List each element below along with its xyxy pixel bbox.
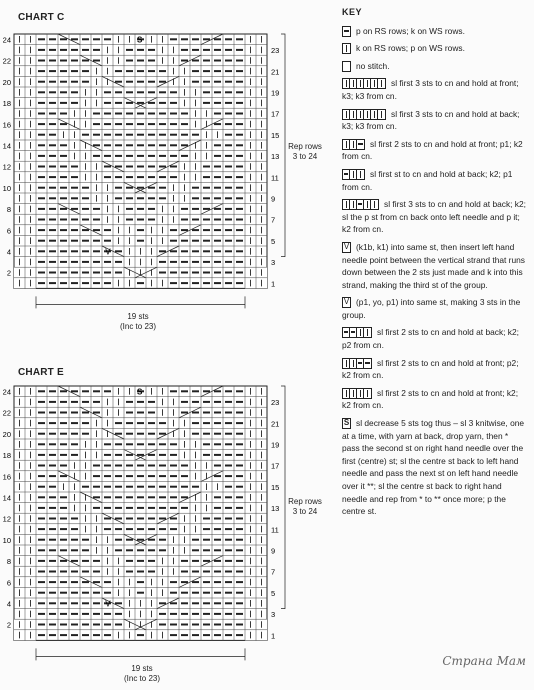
row-number-left: 22 <box>2 408 11 418</box>
row-number-left: 18 <box>2 451 11 461</box>
key-item-text: sl decrease 5 sts tog thus – sl 3 knitwise, one at a time, with yarn at back, drop yarn, then * pass the second st on right hand needle over the first (centre) st; sl the centre st back to left hand needle and pass the next st on left hand needle over it **; sl the centre st back to right hand needle and rep from * to ** once more; p the centre st. <box>342 418 525 517</box>
row-number-right: 7 <box>271 215 276 225</box>
row-number-right: 9 <box>271 546 276 556</box>
row-number-right: 1 <box>271 279 276 289</box>
stitch-symbol-icon <box>342 61 351 72</box>
stitch-symbol-icon <box>342 26 351 37</box>
rep-note-line: Rep rows <box>288 497 322 506</box>
row-number-left: 24 <box>2 35 11 45</box>
row-number-right: 13 <box>271 152 280 162</box>
stitch-symbol-icon <box>342 358 372 369</box>
sts-note-line: 19 sts <box>127 312 149 321</box>
stitch-symbol-icon <box>342 199 379 210</box>
row-number-left: 6 <box>6 578 11 588</box>
increase-symbol-icon: V <box>105 247 111 257</box>
row-number-left: 24 <box>2 387 11 397</box>
row-number-right: 5 <box>271 236 276 246</box>
row-number-left: 10 <box>2 183 11 193</box>
row-number-left: 4 <box>6 247 11 257</box>
row-number-left: 14 <box>2 493 11 503</box>
sl-decrease-symbol-icon: S <box>137 35 143 45</box>
key-item-text: no stitch. <box>356 60 390 71</box>
row-number-left: 20 <box>2 77 11 87</box>
key-item <box>342 138 528 163</box>
row-number-left: 14 <box>2 141 11 151</box>
key-item <box>342 326 528 351</box>
key-item-text: sl first st to cn and hold at back; k2; p1 from cn. <box>342 168 513 192</box>
watermark: Страна Мам <box>442 654 526 668</box>
stitch-symbol-icon <box>342 242 351 253</box>
key-item <box>342 168 528 193</box>
row-number-right: 21 <box>271 419 280 429</box>
stitch-symbol-icon <box>342 388 372 399</box>
row-number-left: 2 <box>6 268 11 278</box>
stitch-symbol-icon <box>342 109 386 120</box>
chart-c-sts-note <box>108 312 168 332</box>
row-number-left: 8 <box>6 205 11 215</box>
row-number-right: 21 <box>271 67 280 77</box>
chart-e-rep-note <box>286 497 324 517</box>
key-item <box>342 108 528 133</box>
chart-e-title: CHART E <box>18 367 64 378</box>
row-number-left: 2 <box>6 620 11 630</box>
key-item-text: p on RS rows; k on WS rows. <box>356 25 465 36</box>
key-items <box>342 25 528 518</box>
row-number-right: 15 <box>271 482 280 492</box>
chart-e-grid <box>0 380 320 690</box>
key-item <box>342 60 528 73</box>
row-number-right: 11 <box>271 173 279 183</box>
chart-c-grid <box>0 28 320 338</box>
row-number-right: 23 <box>271 46 280 56</box>
row-number-right: 17 <box>271 461 280 471</box>
key-item <box>342 357 528 382</box>
stitch-symbol-icon <box>342 139 365 150</box>
row-number-right: 23 <box>271 398 280 408</box>
stitch-symbol-icon <box>342 43 351 54</box>
row-number-right: 15 <box>271 130 280 140</box>
row-number-right: 19 <box>271 88 280 98</box>
row-number-left: 12 <box>2 162 11 172</box>
row-number-right: 3 <box>271 258 276 268</box>
key-title: KEY <box>342 7 363 17</box>
stitch-symbol-icon <box>342 327 372 338</box>
stitch-symbol-icon <box>342 169 365 180</box>
row-number-right: 19 <box>271 440 280 450</box>
row-number-right: 11 <box>271 525 279 535</box>
key-item <box>342 25 528 38</box>
rep-note-line: 3 to 24 <box>292 152 318 161</box>
row-number-left: 10 <box>2 535 11 545</box>
row-number-left: 18 <box>2 99 11 109</box>
key-item <box>342 417 528 518</box>
key-item-text: sl first 2 sts to cn and hold at front; p1; k2 from cn. <box>342 138 523 162</box>
row-number-left: 4 <box>6 599 11 609</box>
key-item-text: sl first 2 sts to cn and hold at back; k2; p2 from cn. <box>342 327 519 351</box>
row-number-right: 17 <box>271 109 280 119</box>
row-number-left: 12 <box>2 514 11 524</box>
key-item <box>342 198 528 236</box>
key-item-text: k on RS rows; p on WS rows. <box>356 43 465 54</box>
key-item <box>342 77 528 102</box>
increase-symbol-icon: V <box>105 599 111 609</box>
key-item-text: sl first 2 sts to cn and hold at front; p2; k2 from cn. <box>342 357 519 381</box>
row-number-right: 9 <box>271 194 276 204</box>
row-number-left: 6 <box>6 226 11 236</box>
key-item-text: sl first 3 sts to cn and hold at back; k2; sl the p st from cn back onto left needle and p it; k2 from cn. <box>342 199 526 235</box>
chart-c-title: CHART C <box>18 12 65 23</box>
key-item <box>342 42 528 55</box>
rep-note-line: Rep rows <box>288 142 322 151</box>
key-panel <box>342 6 528 523</box>
row-number-left: 16 <box>2 472 11 482</box>
row-number-right: 13 <box>271 504 280 514</box>
key-item <box>342 387 528 412</box>
key-item <box>342 296 528 321</box>
sts-note-line: 19 sts <box>131 664 153 673</box>
key-item-text: (p1, yo, p1) into same st, making 3 sts in the group. <box>342 297 521 320</box>
row-number-right: 5 <box>271 588 276 598</box>
row-number-left: 22 <box>2 56 11 66</box>
key-item-text: (k1b, k1) into same st, then insert left hand needle point between the vertical strand that runs down between the 2 sts just made and k into this strand, making the third st of the group. <box>342 241 525 290</box>
key-item <box>342 241 528 291</box>
row-number-left: 16 <box>2 120 11 130</box>
sts-note-line: (Inc to 23) <box>119 322 156 331</box>
key-item-text: sl first 3 sts to cn and hold at back; k3; k3 from cn. <box>342 108 520 132</box>
rep-note-line: 3 to 24 <box>292 507 318 516</box>
stitch-symbol-icon <box>342 418 351 429</box>
stitch-symbol-icon <box>342 297 351 308</box>
row-number-left: 20 <box>2 429 11 439</box>
row-number-right: 7 <box>271 567 276 577</box>
sl-decrease-symbol-icon: S <box>137 387 143 397</box>
stitch-symbol-icon <box>342 78 386 89</box>
chart-c-rep-note <box>286 142 324 162</box>
key-item-text: sl first 3 sts to cn and hold at front; k3; k3 from cn. <box>342 78 519 101</box>
row-number-right: 1 <box>271 631 276 641</box>
sts-note-line: (Inc to 23) <box>123 674 160 683</box>
row-number-left: 8 <box>6 557 11 567</box>
key-item-text: sl first 2 sts to cn and hold at front; k2; k2 from cn. <box>342 387 519 411</box>
row-number-right: 3 <box>271 610 276 620</box>
chart-e-sts-note <box>112 664 172 684</box>
